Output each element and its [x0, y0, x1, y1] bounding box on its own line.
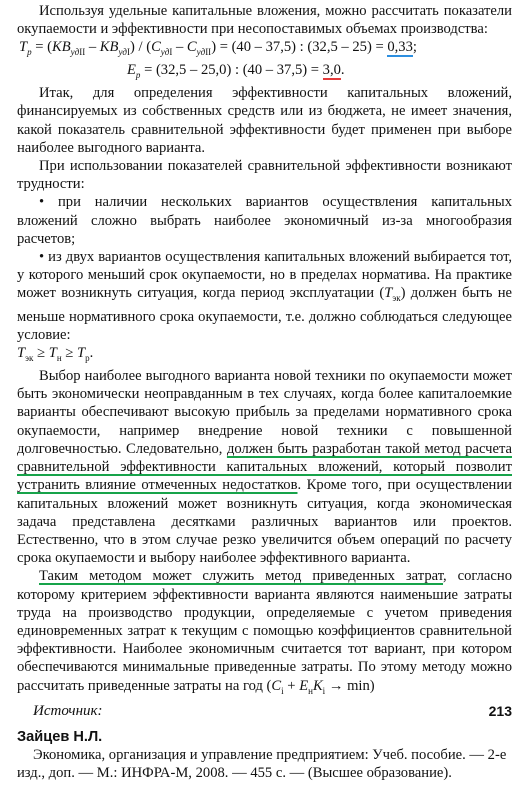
source-citation [17, 728, 512, 782]
bullet-1: • при наличии нескольких вариантов осуществления капитальных вложений сложно выбрать наиболее экономичный из-за многообразия расчетов; [17, 194, 512, 247]
source-label: Источник: [33, 703, 103, 719]
efficiency-result: 3,0 [322, 62, 341, 79]
condition-formula: $T_{эк} \ge T_н \ge T_р$. [17, 344, 94, 363]
bullet-2: • из двух вариантов осуществления капитальных вложений выбирается тот, у которого меньший срок окупаемости, но в пределах норматива. На практике может возникнуть ситуация, когда период эксплуатации $(T_{эк})$ должен быть не меньше нормативного срока окупаемости, т.е. должно соблюдаться следующее условие: [17, 249, 512, 343]
paragraph-4: Таким методом может служить метод приведенных затрат, согласно которому критерием эффективности варианта являются наименьшие затраты труда на производство продукции, определяемые с учетом приведения единовременных затрат к текущим с помощью коэффициентов сравнительной эффективности. Наиболее экономичным считается тот вариант, при котором обеспечиваются минимальные приведенные затраты. По этому методу можно рассчитать приведенные затраты на год $(C_i + E_нK_i \to \min)$ [17, 568, 512, 696]
payback-result: 0,33 [387, 39, 413, 56]
paragraph-2: При использовании показателей сравнительной эффективности возникают трудности: [17, 158, 512, 193]
highlighted-method-name: Таким методом может служить метод приведенных затрат [39, 568, 444, 585]
document-page [17, 0, 512, 700]
source-text: Экономика, организация и управление предприятием: Учеб. пособие. — 2-е изд., доп. — М.: ИНФРА-М, 2008. — 455 с. — (Высшее образование). [17, 747, 507, 781]
payback-formula: $T_p = (KB_{удII} - KB_{удI}) / (C_{удI} - C_{удII}) = (40 - 37,5)$ : (32,5 – 25) = 0,33; [19, 39, 417, 58]
efficiency-formula: $E_p = (32,5 - 25,0)$ : (40 – 37,5) = 3,0. [127, 62, 345, 81]
page-number: 213 [488, 703, 512, 719]
paragraph-1: Итак, для определения эффективности капитальных вложений, финансируемых из собственных средств или из бюджета, не имеет значения, какой показатель сравнительной эффективности будет применен при выборе наиболее выгодного варианта. [17, 85, 512, 156]
highlighted-method-sentence: должен быть разработан такой метод расчета сравнительной эффективности капитальных вложений, который позволит устранить влияние отмеченных недостатков [17, 440, 512, 494]
source-header [17, 703, 512, 720]
paragraph-3: Выбор наиболее выгодного варианта новой техники по окупаемости может быть экономически неоправданным в тех случаях, когда более капиталоемкие варианты обеспечивают высокую прибыль за пределами нормативного срока окупаемости, например внедрение новой техники с повышенной долговечностью. Следовательно, должен быть разработан такой метод расчета сравнительной эффективности капитальных вложений, который позволит устранить влияние отмеченных недостатков. Кроме того, при осуществлении капитальных вложений может возникнуть ситуация, когда экономическая задача представлена десятками различных вариантов или проектов. Естественно, что в этом случае резко увеличится объем операций по расчету срока окупаемости и выбору наиболее эффективного варианта. [17, 368, 512, 567]
source-author: Зайцев Н.Л. [17, 729, 103, 745]
intro-paragraph: Используя удельные капитальные вложения, можно рассчитать показатели окупаемости и эффективности при несопоставимых объемах производства: [17, 3, 512, 38]
